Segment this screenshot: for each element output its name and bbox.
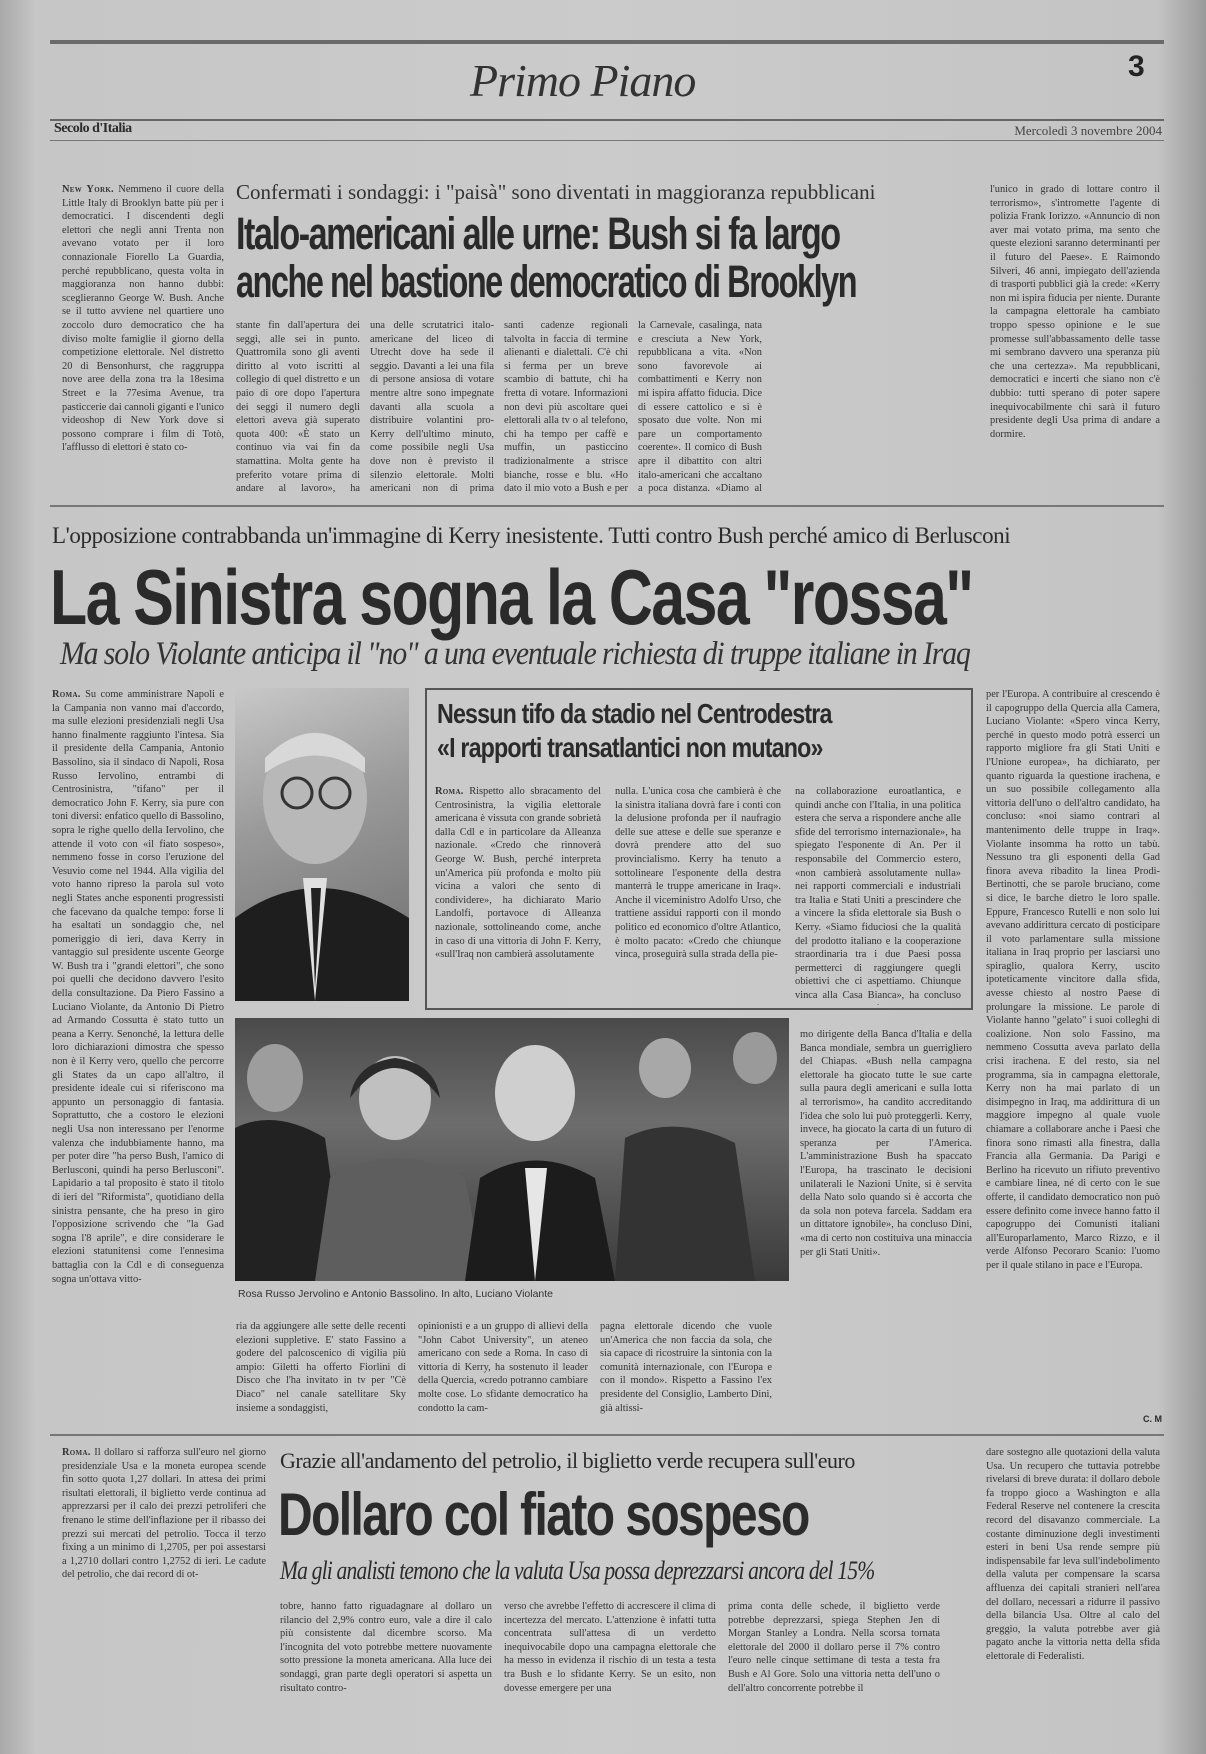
group-photo-illustration	[235, 1018, 789, 1281]
article-column	[62, 183, 224, 495]
photo-caption: Rosa Russo Jervolino e Antonio Bassolino. In alto, Luciano Violante	[238, 1288, 554, 1300]
column-text: Su come amministrare Napoli e la Campania non vanno mai d'accordo, ma sulle elezioni presidenziali negli Usa hanno finalmente raggiunto l'intesa. Sia il presidente della Campania, Antonio Bassolino, sia il sindaco di Napoli, Rosa Russo Iervolino, entrambi di Centrosinistra, "tifano" per il democratico John F. Kerry, sia pure con toni diversi: enfatico quello di Bassolino, sopra le righe quello della Iervolino, che attende il voto con «il fiato sospeso», nemmeno fosse in corso l'eruzione del Vesuvio come nel 1944. Alla vigilia del voto hanno ripreso la parola sul voto negli States anche esponenti progressisti che facevano da qualche tempo: forse li ha esaltati un sondaggio che, nel pomeriggio di ieri, dava Kerry in vantaggio sul presidente uscente George W. Bush tra i "grandi elettori", che sono poi quelli che decidono davvero l'esito della consultazione. Da Piero Fassino a Luciano Violante, da Antonio Di Pietro ad Armando Cossutta è stato tutto un peana a Kerry. Senonché, la lettura delle loro dichiarazioni dimostra che spesso non è il Kerry vero, quello che percorre gli States da un capo all'altro, il presidente ideale cui si riferiscono ma appunto un personaggio di fantasia. Soprattutto, che a costoro le elezioni negli Usa non interessano per l'enorme valenza che indubbiamente hanno, ma per poter dire "ha perso Bush, l'amico di Berlusconi, quindi ha perso Berlusconi". Lapidario a tal proposito è stato il titolo di ieri del "Riformista", quotidiano della sinistra pensante, che ha preso in giro l'opposizione scrivendo che "la Gad sogna l'8 aprile", e dire considerare le elezioni statunitensi come l'ennesima battaglia con la Cdl e di conseguenza sogna un'ottava vitto-	[52, 689, 224, 1285]
dateline: Roma.	[52, 689, 81, 700]
section-divider	[50, 505, 1164, 507]
section-divider	[50, 1434, 1164, 1436]
subheadline	[60, 636, 1160, 673]
author-signature: C. M	[1143, 1414, 1162, 1424]
headline-line-1: Italo-americani alle urne: Bush si fa largo	[236, 208, 840, 259]
issue-date: Mercoledì 3 novembre 2004	[1014, 123, 1162, 138]
masthead-top-rule	[50, 40, 1164, 44]
dateline: Roma.	[62, 1447, 91, 1458]
article-column: per l'Europa. A contribuire al crescendo è il capogruppo della Quercia alla Camera, Luciano Violante: «Spero vinca Kerry, perché in questo modo potrà esserci un rapporto migliore fra gli Stati Uniti e l'Unione europea», ha dichiarato, per quanto riguarda la questione irachena, e un suo possibile collegamento alla vittoria dell'uno o dell'altro candidato, ha concluso: «noi siamo contrari al mantenimento delle truppe in Iraq». Violante insomma ha rotto un tabù. Nessuno tra gli esponenti della Gad finora aveva ribadito la linea Prodi-Bertinotti, che se parole bruciano, come si dice, le barche dietro le loro spalle. Eppure, Francesco Rutelli e non solo lui avevano addirittura cercato di posticipare il voto parlamentare sulla missione italiana in Iraq proprio per lasciarsi uno spiraglio, qualora Kerry, uscito ipoteticamente vincitore dalla sfida, avesse chiesto al nostro Paese di prolungare la missione. Le parole di Violante hanno "gelato" i suoi colleghi di coalizione. Non solo Fassino, ma nemmeno Cossutta aveva parlato della crisi irachena. E del resto, sia nel programma, sia in campagna elettorale, Kerry non ha mai parlato di un disimpegno in Iraq, ma addirittura di un maggiore impegno al quale vuole chiamare a collaborare anche i Paesi che finora sono rimasti alla finestra, dalla Francia alla Germania. Da Parigi e Berlino ha ricevuto un rifiuto preventivo e cambiare linea, né di certo con le sue offerte, il candidato democratico non può essere definito come invece hanno fatto il capogruppo dei Comunisti italiani all'Europarlamento, Marco Rizzo, e il verde Alfonso Pecoraro Scanio: l'uomo per il quale stilano in pace e l'Europa.	[986, 689, 1160, 1271]
article-column	[52, 688, 224, 1418]
article-column: tobre, hanno fatto riguadagnare al dollaro un rilancio del 2,9% contro euro, vale a dire il calo più consistente dal dicembre scorso. Ma l'incognita del voto potrebbe mettere nuovamente sotto pressione la moneta americana. Alla luce dei sondaggi, gran parte degli operatori si aspetta un risultato contro-	[280, 1601, 492, 1694]
page-number: 3	[1128, 50, 1145, 83]
article-column: na collaborazione euroatlantica, e quindi anche con l'Italia, in una politica estera che serva a rispondere anche alle sfide del terrorismo internazionale», ha spiegato l'esponente di An. Per il responsabile del Commercio estero, «non cambierà assolutamente nulla» nei rapporti commerciali e industriali tra Italia e Stati Uniti a prescindere che a vincere la sfida elettorale sia Bush o Kerry. «Siamo fiduciosi che la qualità del prodotto italiano e la cooperazione straordinaria tra i due Paesi possa permetterci di raggiungere quegli obiettivi che ci aspettiamo. Chiunque vinca alla Casa Bianca», ha concluso	[795, 786, 961, 1001]
subheadline	[280, 1556, 980, 1586]
kicker: Confermati i sondaggi: i "paisà" sono diventati in maggioranza repubblicani	[236, 180, 876, 204]
column-text: Il dollaro si rafforza sull'euro nel giorno presidenziale Usa e la moneta europea scende fin sotto quota 1,27 dollari. In attesa dei primi risultati elettorali, il biglietto verde continua ad apprezzarsi per il calo dei prezzi petroliferi che frenano le stime dell'inflazione per il ribasso dei prezzi sui mercati del petrolio. Tocca il terzo fixing a un minimo di 1,2705, per poi assestarsi a 1,2710 dollari contro 1,2752 di ieri. Le cadute del petrolio, che dai record di ot-	[62, 1447, 266, 1581]
subheadline-text: Ma solo Violante anticipa il "no" a una eventuale richiesta di truppe italiane in Iraq	[60, 636, 970, 672]
article-column: l'unico in grado di lottare contro il terrorismo», s'intromette l'agente di polizia Frank Iorizzo. «Annuncio di non aver mai votato prima, ma sento che queste elezioni saranno determinanti per il futuro del Paese». E Raimondo Silveri, 46 anni, impiegato dell'azienda di trasporti pubblici già la crede: «Kerry non mi ispira fiducia per niente. Durante la campagna elettorale ha cambiato troppo spesso opinione e le sue promesse sull'abbassamento delle tasse mi sembrano davvero una speranza più che una certezza». Ma repubblicani, democratici e incerti che siano non c'è dubbio: tutti sperano di poter sapere inequivocabilmente chi sarà il futuro presidente degli Usa prima di andare a dormire.	[990, 184, 1160, 440]
headline	[50, 552, 1150, 643]
box-headline-line-1: Nessun tifo da stadio nel Centrodestra	[437, 698, 832, 729]
article-column	[62, 1446, 266, 1736]
column-text: Rispetto allo sbracamento del Centrosinistra, la vigilia elettorale americana è vissuta con grande sobrietà dalla Cdl e in particolare da Alleanza nazionale. «Credo che rinnoverà George W. Bush, perché interpreta un'America più profonda e molto più vicina a valori che sento di condividere», ha dichiarato Mario Landolfi, portavoce di Alleanza nazionale, sottolineando come, anche in caso di una vittoria di John F. Kerry, «sull'Iraq non cambierà assolutamente	[435, 786, 601, 961]
article-column: pagna elettorale dicendo che vuole un'America che non faccia da sola, che sia capace di ricostruire la sintonia con la comunità internazionale, con l'Europa e con il mondo». Rispetto a Fassino l'ex presidente del Consiglio, Lamberto Dini, già altissi-	[600, 1321, 772, 1414]
newspaper-name: Secolo d'Italia	[54, 121, 132, 136]
box-headline-line-2: «I rapporti transatlantici non mutano»	[437, 732, 823, 763]
article-column: dare sostegno alle quotazioni della valuta Usa. Un recupero che tuttavia potrebbe rivelarsi di breve durata: il dollaro debole fa troppo gioco a Washington e alla Federal Reserve nel contenere la crescita record del disavanzo commerciale. La costante diminuzione degli investimenti esteri in beni Usa rende sempre più indispensabile far leva sull'indebolimento della valuta per compensare la scarsa affluenza dei capitali stranieri nell'area del dollaro, necessari a ridurre il passivo della bilancia Usa. Oltre al calo del greggio, la valuta potrebbe aver già pagato anche la vittoria netta della sfida elettorale di Federalisti.	[986, 1447, 1160, 1662]
headline-text: La Sinistra sogna la Casa "rossa"	[50, 553, 973, 641]
article-column: opinionisti e a un gruppo di allievi della "John Cabot University", un ateneo americano con sede a Roma. In caso di vittoria di Kerry, ha sostenuto il leader della Quercia, «credo potranno cambiare molte cose. Lo sfidante democratico ha condotto la cam-	[418, 1321, 588, 1414]
kicker: Grazie all'andamento del petrolio, il biglietto verde recupera sull'euro	[280, 1448, 855, 1473]
masthead-date-rule	[50, 140, 1164, 141]
article-column: la Carnevale, casalinga, nata e cresciuta a New York, repubblicana a vita. «Non sono favorevole ai combattimenti e Kerry non mi ispira affatto fiducia. Dice di essere cattolico e si è sposato due volte. Non mi pare un comportamento coerente». Il comico di Bush apre il dibattito con altri italo-americani che accaltano a poca distanza. «Diamo al	[638, 320, 762, 495]
article-column: mo dirigente della Banca d'Italia e della Banca mondiale, sembra un guerrigliero del Chiapas. «Bush nella campagna elettorale ha giocato tutte le sue carte sulla paura degli americani e sulla lotta al terrorismo», ha candito accreditando l'idea che solo lui può proteggerli. Kerry, invece, ha giocato la carta di un futuro di speranza per l'America. L'amministrazione Bush ha spaccato l'Europa, ha trascinato le decisioni unilaterali le Nazioni Unite, si è servita della Nato solo quando si è accorta che da sola non poteva farcela. Saddam era un dittatore ignobile», ha concluso Dini, «ma di certo non costituiva una minaccia per gli Stati Uniti».	[800, 1029, 972, 1258]
dateline: New York.	[62, 184, 114, 195]
portrait-illustration	[235, 688, 409, 1001]
photo-jervolino-bassolino	[235, 1018, 789, 1281]
subheadline-text: Ma gli analisti temono che la valuta Usa possa deprezzarsi ancora del 15%	[280, 1556, 875, 1585]
article-column	[435, 785, 601, 1005]
section-title-text: Primo Piano	[470, 55, 696, 106]
headline-line-2: anche nel bastione democratico di Brooklyn	[236, 256, 857, 307]
dateline: Roma.	[435, 786, 464, 797]
headline	[278, 1480, 978, 1549]
section-title	[470, 54, 695, 107]
headline-text: Dollaro col fiato sospeso	[278, 1481, 809, 1548]
boxed-article-centrodestra	[425, 688, 973, 1010]
article-column: stante fin dall'apertura dei seggi, alle sei in punto. Quattromila sono gli aventi diritto al voto iscritti al collegio di quel distretto e un paio di ore dopo l'apertura dei seggi il numero degli elettori aveva già superato quota 400: «È stato un continuo via vai fin da stamattina. Molta gente ha preferito votare prima di andare al lavoro», ha	[236, 320, 360, 495]
photo-luciano-violante	[235, 688, 409, 1001]
box-headline	[437, 698, 967, 764]
masthead-bottom-rule	[50, 119, 1164, 121]
headline	[236, 208, 976, 308]
column-text: Nemmeno il cuore della Little Italy di Brooklyn batte più per i democratici. I discendenti degli elettori che negli anni Trenta non avevano votato per il loro connazionale Fiorello La Guardia, perché repubblicano, questa volta in maggioranza non hanno dubbi: sceglieranno George W. Bush. Anche se il tutto avviene nel quartiere uno zoccolo duro democratico che ha diviso molte famiglie il giorno della competizione elettorale. Nel distretto 20 di Bensonhurst, che raggruppa nove aree della zona tra la 18esima Street e la 77esima Avenue, tra pasticcerie dai cannoli giganti e l'unico videoshop di New York dove si possono comprare i film di Totò, l'afflusso di elettori è stato co-	[62, 184, 224, 454]
article-column: verso che avrebbe l'effetto di accrescere il clima di incertezza del mercato. L'attenzione è infatti tutta concentrata sull'attesa di un verdetto inequivocabile dopo una campagna elettorale che ha messo in evidenza il rischio di un testa a testa tra Bush e lo sfidante Kerry. Se un esito, non dovesse emergere per una	[504, 1601, 716, 1694]
article-column: ria da aggiungere alle sette delle recenti elezioni suppletive. E' stato Fassino a godere del palcoscenico di vigilia più ampio: Giletti ha offerto Fiorlini di Disco che l'ha invitato in tv per "Cè Diaco" nel canale satellitare Sky insieme a sondaggisti,	[236, 1321, 406, 1414]
article-column: prima conta delle schede, il biglietto verde potrebbe deprezzarsi, spiega Stephen Jen di Morgan Stanley a Londra. Nella scorsa tornata elettorale del 2000 il dollaro perse il 7% contro l'euro nelle cinque settimane di testa a testa fra Bush e Al Gore. Solo una vittoria netta dell'uno o dell'altro concorrente potrebbe il	[728, 1601, 940, 1694]
article-column: nulla. L'unica cosa che cambierà è che la sinistra italiana dovrà fare i conti con la delusione profonda per il naufragio delle sue attese e delle sue speranze e dovrà prendere atto del suo provincialismo. Kerry ha tenuto a sottolineare l'esponente della destra manterrà le truppe americane in Iraq». Anche il viceministro Adolfo Urso, che trattiene assidui rapporti con il mondo politico ed economico d'oltre Atlantico, è molto pacato: «Credo che chiunque vinca, proseguirà sulla strada della pie-	[615, 786, 781, 961]
article-column: santi cadenze regionali talvolta in faccia di termine alienanti e dialettali. C'è chi si ferma per un breve scambio di battute, chi ha fretta di votare. Informazioni non devi più ascoltare quei elettorali alla tv o al telefono, chi ha tempo per caffè e muffin, un pasticcino tradizionalmente a strisce bianche, rosse e blu. «Ho dato il mio voto a Bush e per	[504, 320, 628, 495]
kicker: L'opposizione contrabbanda un'immagine di Kerry inesistente. Tutti contro Bush perché amico di Berlusconi	[52, 523, 1011, 548]
article-column: una delle scrutatrici italo-americane del liceo di Utrecht dove ha sede il seggio. Davanti a lei una fila di persone ansiosa di votare mentre altre sono impegnate davanti alla scuola a distribuire volantini pro-Kerry dell'ultimo minuto, come possibile negli Usa dove non è previsto il silenzio elettorale. Molti americani non di prima	[370, 320, 494, 495]
